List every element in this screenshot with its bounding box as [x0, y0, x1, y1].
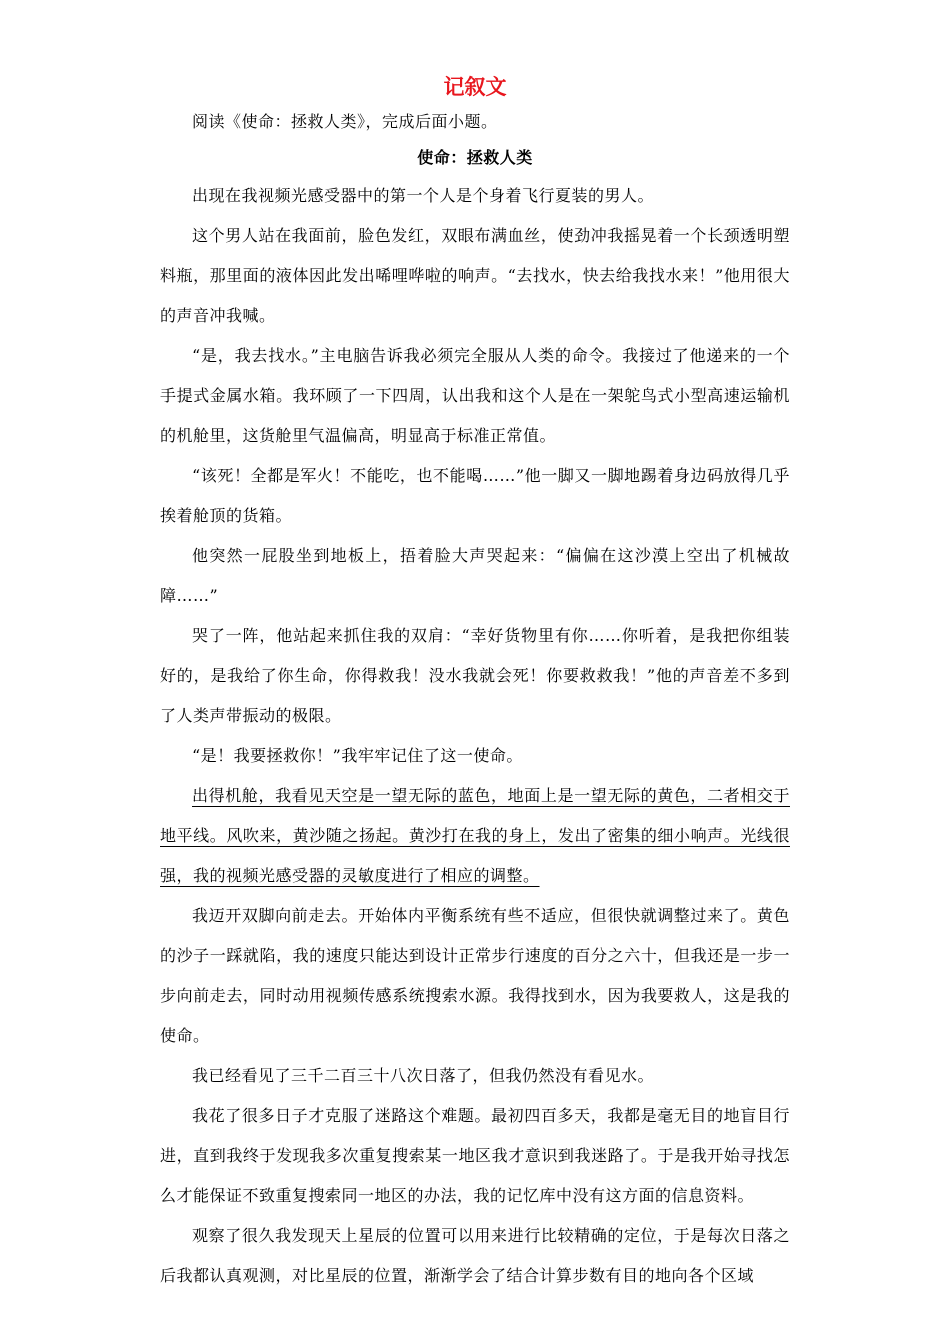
story-paragraph: 我已经看见了三千二百三十八次日落了，但我仍然没有看见水。 [192, 1066, 655, 1085]
story-paragraph: “是，我去找水。”主电脑告诉我必须完全服从人类的命令。我接过了他递来的一个手提式金属水箱。我环顾了一下四周，认出我和这个人是在一架鸵鸟式小型高速运输机的机舱里，这货舱里气温偏高，明显高于标准正常值。 [160, 346, 790, 445]
underlined-paragraph: 出得机舱，我看见天空是一望无际的蓝色，地面上是一望无际的黄色，二者相交于地平线。风吹来，黄沙随之扬起。黄沙打在我的身上，发出了密集的细小响声。光线很强，我的视频光感受器的灵敏度进行了相应的调整。 [160, 786, 790, 885]
story-paragraph: “是！我要拯救你！”我牢牢记住了这一使命。 [192, 746, 523, 765]
story-title: 使命：拯救人类 [417, 148, 533, 167]
story-paragraph: 观察了很久我发现天上星辰的位置可以用来进行比较精确的定位，于是每次日落之后我都认真观测，对比星辰的位置，渐渐学会了结合计算步数有目的地向各个区域 [160, 1226, 790, 1285]
story-paragraph: 我花了很多日子才克服了迷路这个难题。最初四百多天，我都是毫无目的地盲目行进，直到我终于发现我多次重复搜索某一地区我才意识到我迷路了。于是我开始寻找怎么才能保证不致重复搜索同一地区的办法，我的记忆库中没有这方面的信息资料。 [160, 1106, 790, 1205]
reading-instruction: 阅读《使命：拯救人类》，完成后面小题。 [192, 112, 498, 131]
story-paragraph: 这个男人站在我面前，脸色发红，双眼布满血丝，使劲冲我摇晃着一个长颈透明塑料瓶，那里面的液体因此发出唏哩哗啦的响声。“去找水，快去给我找水来！”他用很大的声音冲我喊。 [160, 226, 790, 325]
story-paragraph: 出现在我视频光感受器中的第一个人是个身着飞行夏装的男人。 [192, 186, 655, 205]
document-page [160, 70, 790, 1296]
story-paragraph: 他突然一屁股坐到地板上，捂着脸大声哭起来：“偏偏在这沙漠上空出了机械故障……” [160, 546, 790, 605]
story-paragraph: 哭了一阵，他站起来抓住我的双肩：“幸好货物里有你……你听着，是我把你组装好的，是我给了你生命，你得救我！没水我就会死！你要救救我！”他的声音差不多到了人类声带振动的极限。 [160, 626, 790, 725]
story-paragraph: “该死！全都是军火！不能吃，也不能喝……”他一脚又一脚地踢着身边码放得几乎挨着舱顶的货箱。 [160, 466, 790, 525]
document-heading: 记叙文 [443, 75, 507, 99]
story-paragraph: 我迈开双脚向前走去。开始体内平衡系统有些不适应，但很快就调整过来了。黄色的沙子一踩就陷，我的速度只能达到设计正常步行速度的百分之六十，但我还是一步一步向前走去，同时动用视频传感系统搜索水源。我得找到水，因为我要救人，这是我的使命。 [160, 906, 790, 1045]
